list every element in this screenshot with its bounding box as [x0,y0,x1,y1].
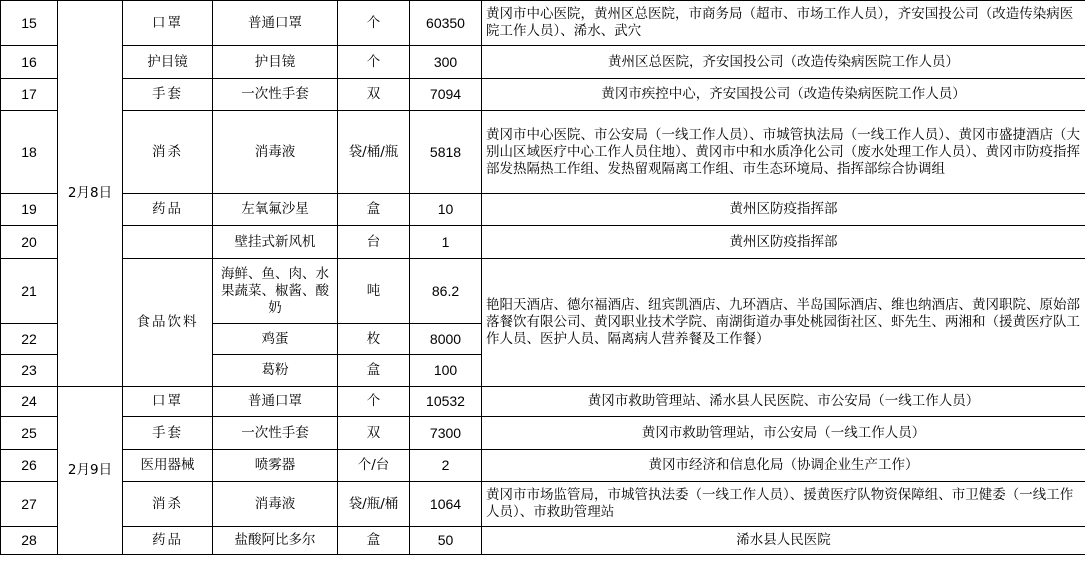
item-name-cell: 一次性手套 [213,417,338,450]
row-number: 25 [1,417,58,450]
unit-cell: 个 [338,46,410,79]
quantity-cell: 86.2 [410,259,482,324]
item-name-cell: 普通口罩 [213,1,338,46]
recipient-cell: 黄州区总医院，齐安国投公司（改造传染病医院工作人员） [482,46,1085,79]
quantity-cell: 8000 [410,324,482,355]
item-name-cell: 一次性手套 [213,79,338,111]
category-cell: 食品饮料 [123,259,213,387]
unit-cell: 袋/瓶/桶 [338,482,410,527]
unit-cell: 盒 [338,194,410,226]
row-number: 21 [1,259,58,324]
item-name-cell: 喷雾器 [213,450,338,482]
item-name-cell: 壁挂式新风机 [213,226,338,259]
unit-cell: 袋/桶/瓶 [338,111,410,194]
item-name-cell: 消毒液 [213,111,338,194]
quantity-cell: 7094 [410,79,482,111]
recipient-cell: 黄冈市经济和信息化局（协调企业生产工作） [482,450,1085,482]
table-row [1,417,1085,450]
category-cell: 护目镜 [123,46,213,79]
category-cell [123,226,213,259]
category-cell: 口罩 [123,387,213,417]
quantity-cell: 7300 [410,417,482,450]
category-cell: 药品 [123,527,213,555]
unit-cell: 盒 [338,527,410,555]
quantity-cell: 10 [410,194,482,226]
unit-cell: 个 [338,387,410,417]
quantity-cell: 300 [410,46,482,79]
quantity-cell: 50 [410,527,482,555]
recipient-cell: 黄冈市疾控中心，齐安国投公司（改造传染病医院工作人员） [482,79,1085,111]
row-number: 28 [1,527,58,555]
category-cell: 药品 [123,194,213,226]
quantity-cell: 1064 [410,482,482,527]
table-row [1,46,1085,79]
unit-cell: 枚 [338,324,410,355]
row-number: 20 [1,226,58,259]
quantity-cell: 1 [410,226,482,259]
category-cell: 手套 [123,79,213,111]
table-row [1,387,1085,417]
item-name-cell: 护目镜 [213,46,338,79]
quantity-cell: 10532 [410,387,482,417]
unit-cell: 个/台 [338,450,410,482]
unit-cell: 双 [338,417,410,450]
quantity-cell: 5818 [410,111,482,194]
date-cell: 2月8日 [58,1,123,387]
table-row [1,482,1085,527]
item-name-cell: 鸡蛋 [213,324,338,355]
item-name-cell: 消毒液 [213,482,338,527]
quantity-cell: 60350 [410,1,482,46]
row-number: 27 [1,482,58,527]
recipient-cell: 黄冈市中心医院、市公安局（一线工作人员）、市城管执法局（一线工作人员）、黄冈市盛捷酒店（大别山区域医疗中心工作人员住地）、黄冈市中和水质净化公司（废水处理工作人员）、黄冈市防疫指挥部发热隔热工作组、发热留观隔离工作组、市生态环境局、指挥部综合协调组 [482,111,1085,194]
item-name-cell: 海鲜、鱼、肉、水果蔬菜、椒酱、酸奶 [213,259,338,324]
unit-cell: 盒 [338,355,410,387]
unit-cell: 个 [338,1,410,46]
recipient-cell: 黄州区防疫指挥部 [482,226,1085,259]
recipient-cell: 黄冈市中心医院，黄州区总医院，市商务局（超市、市场工作人员），齐安国投公司（改造传染病医院工作人员）、浠水、武穴 [482,1,1085,46]
recipient-cell: 黄冈市市场监管局，市城管执法委（一线工作人员）、援黄医疗队物资保障组、市卫健委（一线工作人员）、市救助管理站 [482,482,1085,527]
recipient-cell: 黄州区防疫指挥部 [482,194,1085,226]
category-cell: 医用器械 [123,450,213,482]
table-row [1,259,1085,324]
category-cell: 消杀 [123,482,213,527]
row-number: 15 [1,1,58,46]
row-number: 18 [1,111,58,194]
row-number: 17 [1,79,58,111]
row-number: 19 [1,194,58,226]
date-cell: 2月9日 [58,387,123,555]
table-row [1,111,1085,194]
row-number: 22 [1,324,58,355]
recipient-cell: 浠水县人民医院 [482,527,1085,555]
recipient-cell: 黄冈市救助管理站，市公安局（一线工作人员） [482,417,1085,450]
item-name-cell: 盐酸阿比多尔 [213,527,338,555]
category-cell: 手套 [123,417,213,450]
quantity-cell: 100 [410,355,482,387]
table-row [1,79,1085,111]
item-name-cell: 普通口罩 [213,387,338,417]
row-number: 26 [1,450,58,482]
quantity-cell: 2 [410,450,482,482]
item-name-cell: 葛粉 [213,355,338,387]
category-cell: 口罩 [123,1,213,46]
item-name-cell: 左氧氟沙星 [213,194,338,226]
table-row [1,450,1085,482]
table-row [1,1,1085,46]
unit-cell: 吨 [338,259,410,324]
recipient-cell: 黄冈市救助管理站、浠水县人民医院、市公安局（一线工作人员） [482,387,1085,417]
table-row [1,226,1085,259]
table-row [1,194,1085,226]
row-number: 23 [1,355,58,387]
recipient-cell: 艳阳天酒店、德尔福酒店、纽宾凯酒店、九环酒店、半岛国际酒店、维也纳酒店、黄冈职院、原始部落餐饮有限公司、黄冈职业技术学院、南湖街道办事处桃园街社区、虾先生、两湘和（援黄医疗队工作人员、医护人员、隔离病人营养餐及工作餐） [482,259,1085,387]
unit-cell: 台 [338,226,410,259]
category-cell: 消杀 [123,111,213,194]
row-number: 24 [1,387,58,417]
unit-cell: 双 [338,79,410,111]
row-number: 16 [1,46,58,79]
table-row [1,527,1085,555]
